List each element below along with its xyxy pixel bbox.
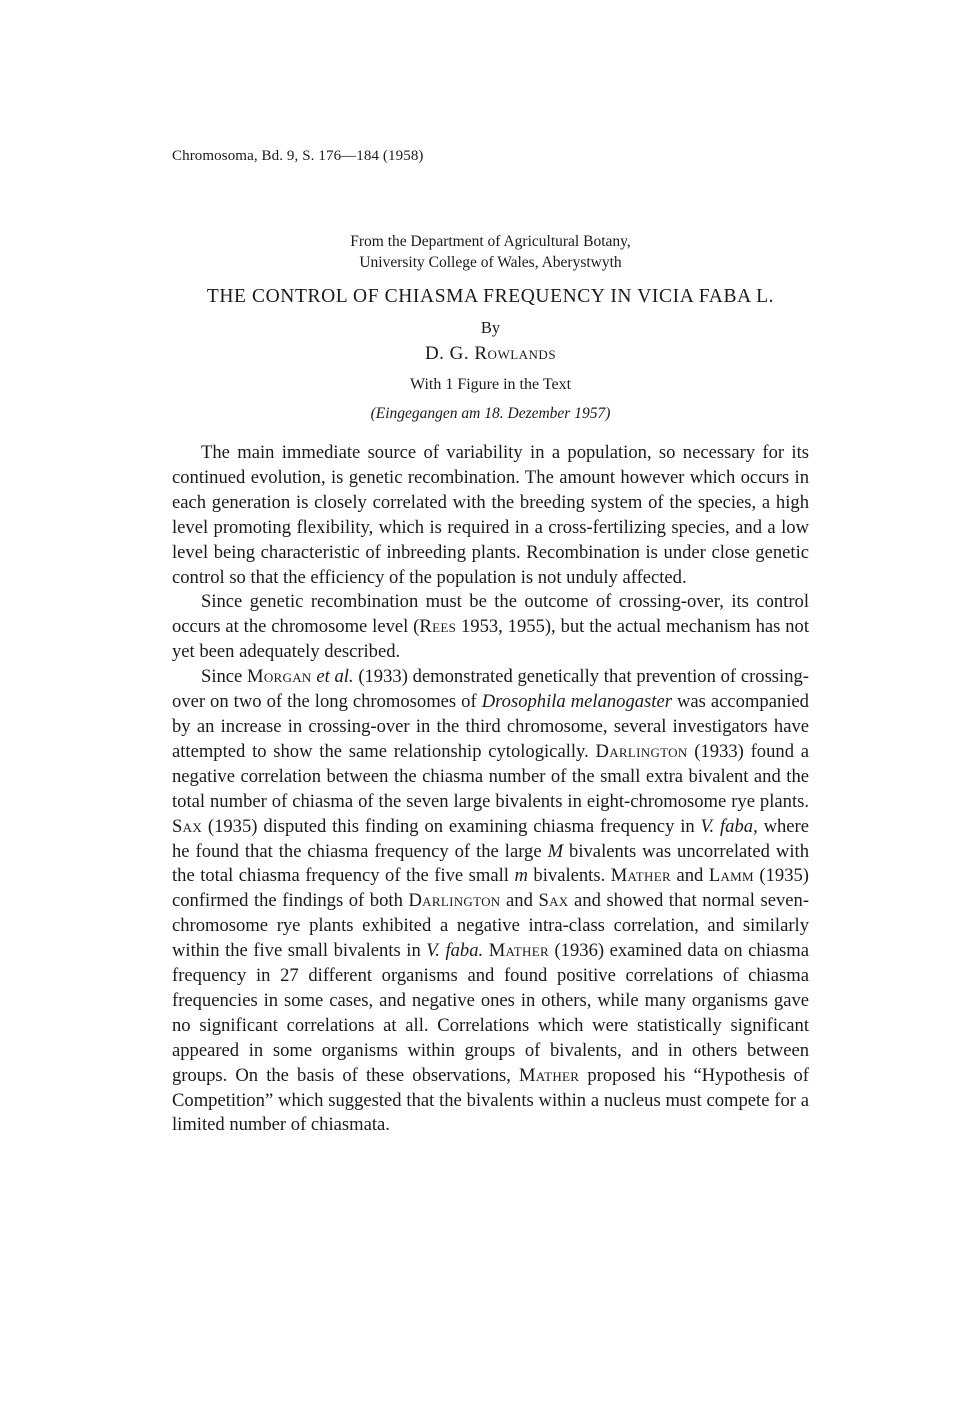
article-body	[172, 441, 809, 1138]
author-ref-sax: Sax	[538, 890, 569, 912]
p3-text-d: (1935) disputed this finding on examining chiasma frequency in	[202, 815, 701, 837]
p3-text-m: (1936) examined data on chiasma frequency in 27 different organisms and found positive correlations of chiasma frequencies in some cases, and negative ones in others, while many organisms gave no significant correlations at all. Correlations which were statistically significant appeared in some organisms within groups of bivalents, and in others between groups. On the basis of these observations,	[172, 940, 809, 1086]
author-ref-darlington: Darlington	[408, 890, 501, 912]
author-ref-mather: Mather	[488, 940, 549, 962]
species-drosophila: Drosophila melanogaster	[481, 691, 672, 713]
p3-text-i: (1935) confirmed the findings of both	[172, 865, 809, 912]
by-line: By	[480, 318, 501, 337]
paragraph-3: Since Morgan et al. (1933) demonstrated genetically that prevention of crossing-over on two of the long chromosomes of Drosophila melanogaster was accompanied by an increase in crossing-over in the third chromosome, several investigators have attempted to show the same relationship cytologically. Darlington (1933) found a negative correlation between the chiasma number of the small extra bivalent and the total number of chiasma of the seven large bivalents in eight-chromosome rye plants. Sax (1935) disputed this finding on examining chiasma frequency in V. faba, where he found that the chiasma frequency of the large M bivalents was uncorrelated with the total chiasma frequency of the five small m bivalents. Mather and Lamm (1935) confirmed the findings of both Darlington and Sax and showed that normal seven-chromosome rye plants exhibited a negative intra-class correlation, and similarly within the five small bivalents in V. faba. Mather (1936) examined data on chiasma frequency in 27 different organisms and found positive correlations of chiasma frequencies in some cases, and negative ones in others, while many organisms gave no significant correlations at all. Correlations which were statistically significant appeared in some organisms within groups of bivalents, and in others between groups. On the basis of these observations, Mather proposed his “Hypothesis of Competition” which suggested that the bivalents within a nucleus must compete for a limited number of chiasmata.	[172, 666, 810, 1136]
author-ref-morgan: Morgan	[247, 666, 312, 688]
p3-text-j: and	[500, 890, 539, 912]
affiliation-line-2: University College of Wales, Aberystwyth	[359, 254, 622, 271]
p3-text-g: bivalents.	[527, 865, 611, 887]
large-bivalent-symbol: M	[547, 840, 564, 862]
p3-text-c: (1933) found a negative correlation between the chiasma number of the small extra bivalent and the total number of chiasma of the seven large bivalents in eight-chromosome rye plants.	[172, 740, 809, 812]
affiliation-line-1: From the Department of Agricultural Botany,	[350, 233, 631, 250]
p3-text-b: was accompanied by an increase in crossing-over in the third chromosome, several investigators have attempted to show the same relationship cytologically.	[172, 691, 809, 762]
p3-text-e: where he found that the chiasma frequency of the large	[172, 815, 809, 862]
species-vfaba: V. faba.	[426, 940, 484, 962]
species-vfaba: V. faba,	[700, 815, 758, 837]
figures-note: With 1 Figure in the Text	[409, 376, 572, 393]
p3-text-a: (1933) demonstrated genetically that prevention of crossing-over on two of the long chromosomes of	[172, 666, 809, 713]
author-ref-rees: Rees	[419, 616, 457, 638]
author-ref-mather: Mather	[610, 865, 671, 887]
author-ref-sax: Sax	[172, 815, 203, 837]
p3-text-f: bivalents was uncorrelated with the total chiasma frequency of the five small	[172, 840, 809, 887]
received-date: (Eingegangen am 18. Dezember 1957)	[370, 405, 611, 422]
author-ref-lamm: Lamm	[708, 865, 754, 887]
affiliation	[172, 231, 809, 273]
paragraph-2	[172, 590, 809, 665]
author-ref-darlington: Darlington	[595, 740, 688, 762]
p3-text-h: and	[670, 865, 709, 887]
p2-text-a: Since genetic recombination must be the outcome of crossing-over, its control occurs at the chromosome level (	[172, 591, 809, 638]
paragraph-1: The main immediate source of variability in a population, so necessary for its continued evolution, is genetic recombination. The amount however which occurs in each generation is closely correlated with the breeding system of the species, a high level promoting flexibility, which is required in a cross-fertilizing species, and a low level being characteristic of inbreeding plants. Recombination is under close genetic control so that the efficiency of the population is not unduly affected.	[172, 442, 809, 588]
author-ref-mather: Mather	[519, 1064, 580, 1086]
small-bivalent-symbol: m	[514, 865, 528, 887]
journal-citation: Chromosoma, Bd. 9, S. 176—184 (1958)	[172, 148, 424, 164]
p3-text-n: proposed his “Hypothesis of Competition” which suggested that the bivalents within a nucleus must compete for a limited number of chiasmata.	[172, 1064, 810, 1136]
et-al: et al.	[316, 666, 354, 688]
p3-text-k: and showed that normal seven-chromosome rye plants exhibited a negative intra-class correlation, and similarly within the five small bivalents in	[172, 890, 810, 962]
paper-title: THE CONTROL OF CHIASMA FREQUENCY IN VICIA FABA L.	[206, 286, 775, 307]
p2-text-b: 1953, 1955), but the actual mechanism has not yet been adequately described.	[172, 616, 810, 663]
author-name: D. G. Rowlands	[424, 343, 557, 364]
